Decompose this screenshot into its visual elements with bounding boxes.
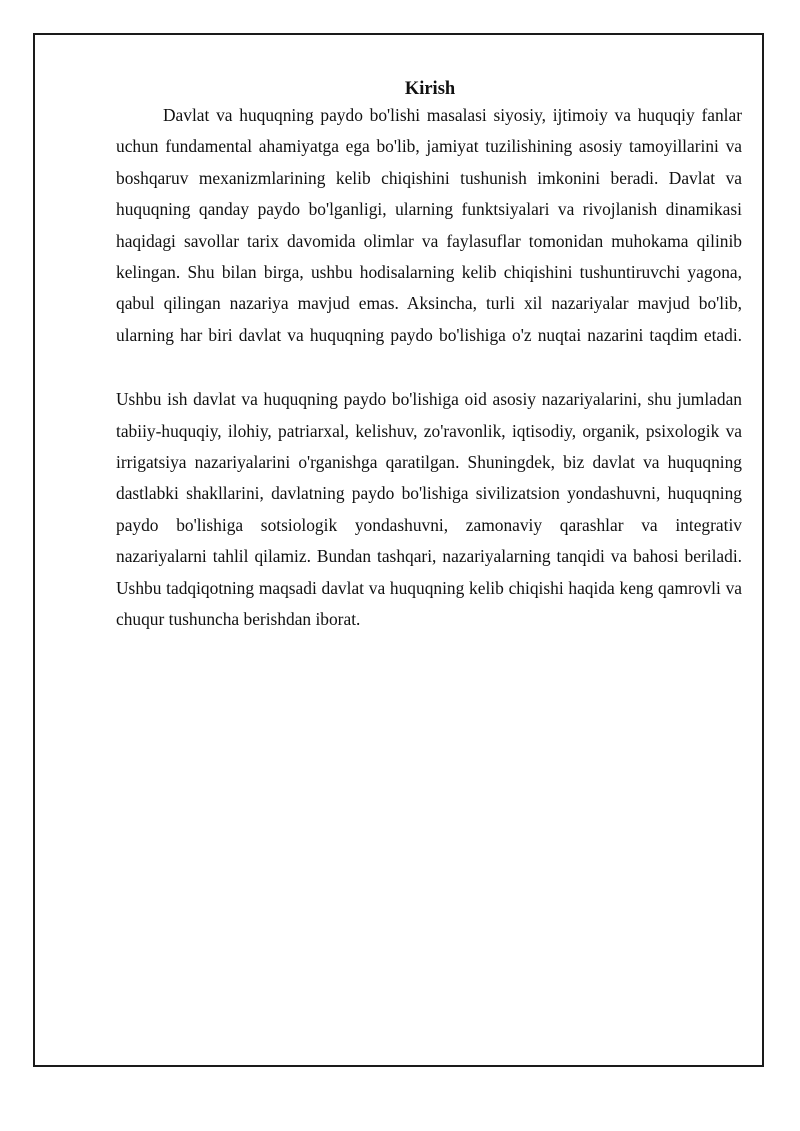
- page-title: Kirish: [404, 79, 456, 99]
- document-body: [116, 76, 742, 636]
- paragraph-scope: Ushbu ish davlat va huquqning paydo bo'lishiga oid asosiy nazariyalarini, shu jumladan tabiiy-huquqiy, ilohiy, patriarxal, kelishuv, zo'ravonlik, iqtisodiy, organik, psixologik va irrigatsiya nazariyalarini o'rganishga qaratilgan. Shuningdek, biz davlat va huquqning dastlabki shakllarini, davlatning paydo bo'lishiga sivilizatsion yondashuvni, huquqning paydo bo'lishiga sotsiologik yondashuvni, zamonaviy qarashlar va integrativ nazariyalarni tahlil qilamiz. Bundan tashqari, nazariyalarning tanqidi va bahosi beriladi. Ushbu tadqiqotning maqsadi davlat va huquqning kelib chiqishi haqida keng qamrovli va chuqur tushuncha berishdan iborat.: [116, 389, 742, 630]
- paragraph-introduction: Davlat va huquqning paydo bo'lishi masalasi siyosiy, ijtimoiy va huquqiy fanlar uchun fundamental ahamiyatga ega bo'lib, jamiyat tuzilishining asosiy tamoyillarini va boshqaruv mexanizmlarining kelib chiqishini tushunish imkonini beradi. Davlat va huquqning qanday paydo bo'lganligi, ularning funktsiyalari va rivojlanish dinamikasi haqidagi savollar tarix davomida olimlar va faylasuflar tomonidan muhokama qilinib kelingan. Shu bilan birga, ushbu hodisalarning kelib chiqishini tushuntiruvchi yagona, qabul qilingan nazariya mavjud emas. Aksincha, turli xil nazariyalar mavjud bo'lib, ularning har biri davlat va huquqning paydo bo'lishiga o'z nuqtai nazarini taqdim etadi.: [116, 105, 742, 345]
